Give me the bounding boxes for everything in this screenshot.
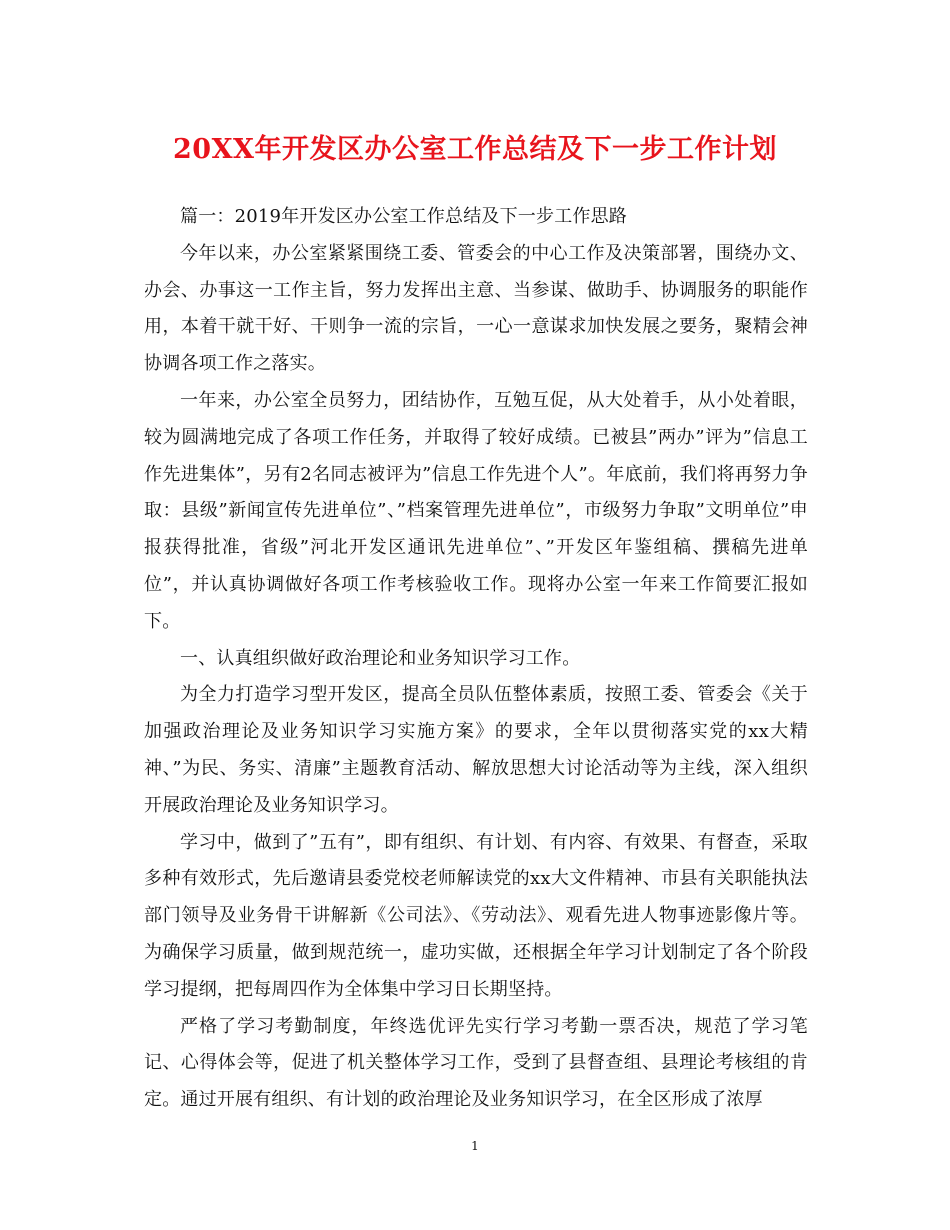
paragraph-heading: 篇一：2019年开发区办公室工作总结及下一步工作思路 bbox=[180, 206, 628, 227]
document-body bbox=[144, 199, 808, 1119]
paragraph: 严格了学习考勤制度，年终选优评先实行学习考勤一票否决，规范了学习笔记、心得体会等，促进了机关整体学习工作，受到了县督查组、县理论考核组的肯定。通过开展有组织、有计划的政治理论及业务知识学习，在全区形成了浓厚 bbox=[144, 1015, 808, 1111]
paragraph: 学习中，做到了”五有”，即有组织、有计划、有内容、有效果、有督查，采取多种有效形式，先后邀请县委党校老师解读党的xx大文件精神、市县有关职能执法部门领导及业务骨干讲解新《公司法》、《劳动法》、观看先进人物事迹影像片等。为确保学习质量，做到规范统一，虚功实做，还根据全年学习计划制定了各个阶段学习提纲，把每周四作为全体集中学习日长期坚持。 bbox=[144, 831, 808, 1000]
paragraph: 今年以来，办公室紧紧围绕工委、管委会的中心工作及决策部署，围绕办文、办会、办事这一工作主旨，努力发挥出主意、当参谋、做助手、协调服务的职能作用，本着干就干好、干则争一流的宗旨，一心一意谋求加快发展之要务，聚精会神协调各项工作之落实。 bbox=[144, 242, 808, 375]
section-heading: 一、认真组织做好政治理论和业务知识学习工作。 bbox=[180, 647, 581, 669]
page-number: 1 bbox=[471, 1139, 479, 1153]
document-title: 20XX年开发区办公室工作总结及下一步工作计划 bbox=[173, 134, 777, 165]
paragraph: 一年来，办公室全员努力，团结协作，互勉互促，从大处着手，从小处着眼，较为圆满地完成了各项工作任务，并取得了较好成绩。已被县”两办”评为”信息工作先进集体”，另有2名同志被评为”信息工作先进个人”。年底前，我们将再努力争取：县级”新闻宣传先进单位”、”档案管理先进单位”，市级努力争取”文明单位”申报获得批准，省级”河北开发区通讯先进单位”、”开发区年鉴组稿、撰稿先进单位”，并认真协调做好各项工作考核验收工作。现将办公室一年来工作简要汇报如下。 bbox=[144, 389, 808, 632]
paragraph: 为全力打造学习型开发区，提高全员队伍整体素质，按照工委、管委会《关于加强政治理论及业务知识学习实施方案》的要求，全年以贯彻落实党的xx大精神、”为民、务实、清廉”主题教育活动、解放思想大讨论活动等为主线，深入组织开展政治理论及业务知识学习。 bbox=[144, 684, 808, 816]
